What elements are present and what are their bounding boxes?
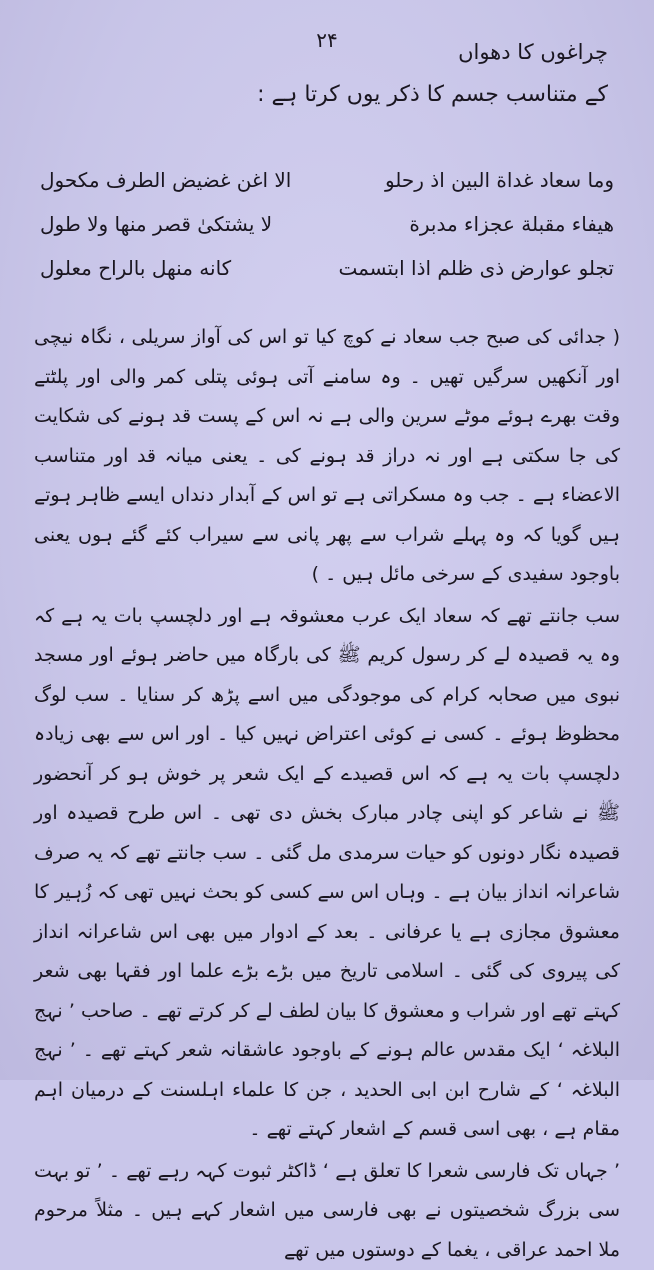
hemistich-first: تجلو عوارض ذی ظلم اذا ابتسمت: [338, 256, 614, 280]
couplet: [40, 246, 614, 290]
page-number: ۲۴: [0, 28, 654, 52]
couplet: [40, 158, 614, 202]
hemistich-first: وما سعاد غداة البين اذ رحلو: [385, 168, 614, 192]
intro-line: کے متناسب جسم کا ذکر یوں کرتا ہے :: [257, 82, 608, 107]
hemistich-second: الا اغن غضيض الطرف مكحول: [40, 168, 291, 192]
verse-block: [40, 158, 614, 290]
couplet: [40, 202, 614, 246]
paragraph-commentary: سب جانتے تھے کہ سعاد ایک عرب معشوقہ ہے اور دلچسپ بات یہ ہے کہ وہ یہ قصیدہ لے کر رسول کریم ﷺ کی بارگاہ میں حاضر ہوئے اور مسجد نبوی میں صحابہ کرام کی موجودگی میں اسے پڑھ کر سنایا ۔ سب لوگ محظوظ ہوئے ۔ کسی نے کوئی اعتراض نہیں کیا ۔ اور اس سے بھی زیادہ دلچسپ بات یہ ہے کہ اس قصیدے کے ایک شعر پر خوش ہو کر آنحضور ﷺ نے شاعر کو اپنی چادر مبارک بخش دی تھی ۔ اس طرح قصیدہ اور قصیدہ نگار دونوں کو حیات سرمدی مل گئی ۔ سب جانتے تھے کہ یہ صرف شاعرانہ انداز بیان ہے ۔ وہاں اس سے کسی کو بحث نہیں تھی کہ زُہیر کا معشوق مجازی ہے یا عرفانی ۔ بعد کے ادوار میں بھی اس شاعرانہ انداز کی پیروی کی گئی ۔ اسلامی تاریخ میں بڑے بڑے علما اور فقہا بھی شعر کہتے تھے اور شراب و معشوق کا بیان لطف لے کر کرتے تھے ۔ صاحب ’ نہج البلاغہ ‘ ایک مقدس عالم ہونے کے باوجود عاشقانہ شعر کہتے تھے ۔ ’ نہج البلاغہ ‘ کے شارح ابن ابی الحدید ، جن کا علماء اہلسنت کے درمیان اہم مقام ہے ، بھی اسی قسم کے اشعار کہتے تھے ۔: [34, 597, 620, 1150]
hemistich-first: هيفاء مقبلة عجزاء مدبرة: [409, 212, 614, 236]
body-text: [34, 318, 620, 1270]
hemistich-second: لا يشتكىٰ قصر منها ولا طول: [40, 212, 272, 236]
paragraph-translation: ( جدائی کی صبح جب سعاد نے کوچ کیا تو اس کی آواز سریلی ، نگاہ نیچی اور آنکھیں سرگیں تھیں ۔ وہ سامنے آتی ہوئی پتلی کمر والی اور پلٹتے وقت بھرے ہوئے موٹے سرین والی ہے نہ اس کے پست قد ہونے کی شکایت کی جا سکتی ہے اور نہ دراز قد ہونے کی ۔ یعنی میانہ قد اور متناسب الاعضاء ہے ۔ جب وہ مسکراتی ہے تو اس کے آبدار دنداں ایسے ظاہر ہوتے ہیں گویا کہ وہ پہلے شراب سے پھر پانی سے سیراب کئے گئے ہوں یعنی باوجود سفیدی کے سرخی مائل ہیں ۔ ): [34, 318, 620, 595]
running-head: چراغوں کا دھواں: [458, 40, 608, 64]
hemistich-second: كانه منهل بالراح معلول: [40, 256, 231, 280]
paragraph-persian-poets: ’ جہاں تک فارسی شعرا کا تعلق ہے ‘ ڈاکٹر ثبوت کہہ رہے تھے ۔ ’ تو بہت سی بزرگ شخصیتوں نے بھی فارسی میں اشعار کہے ہیں ۔ مثلاً مرحوم ملا احمد عراقی ، یغما کے دوستوں میں تھے: [34, 1152, 620, 1270]
